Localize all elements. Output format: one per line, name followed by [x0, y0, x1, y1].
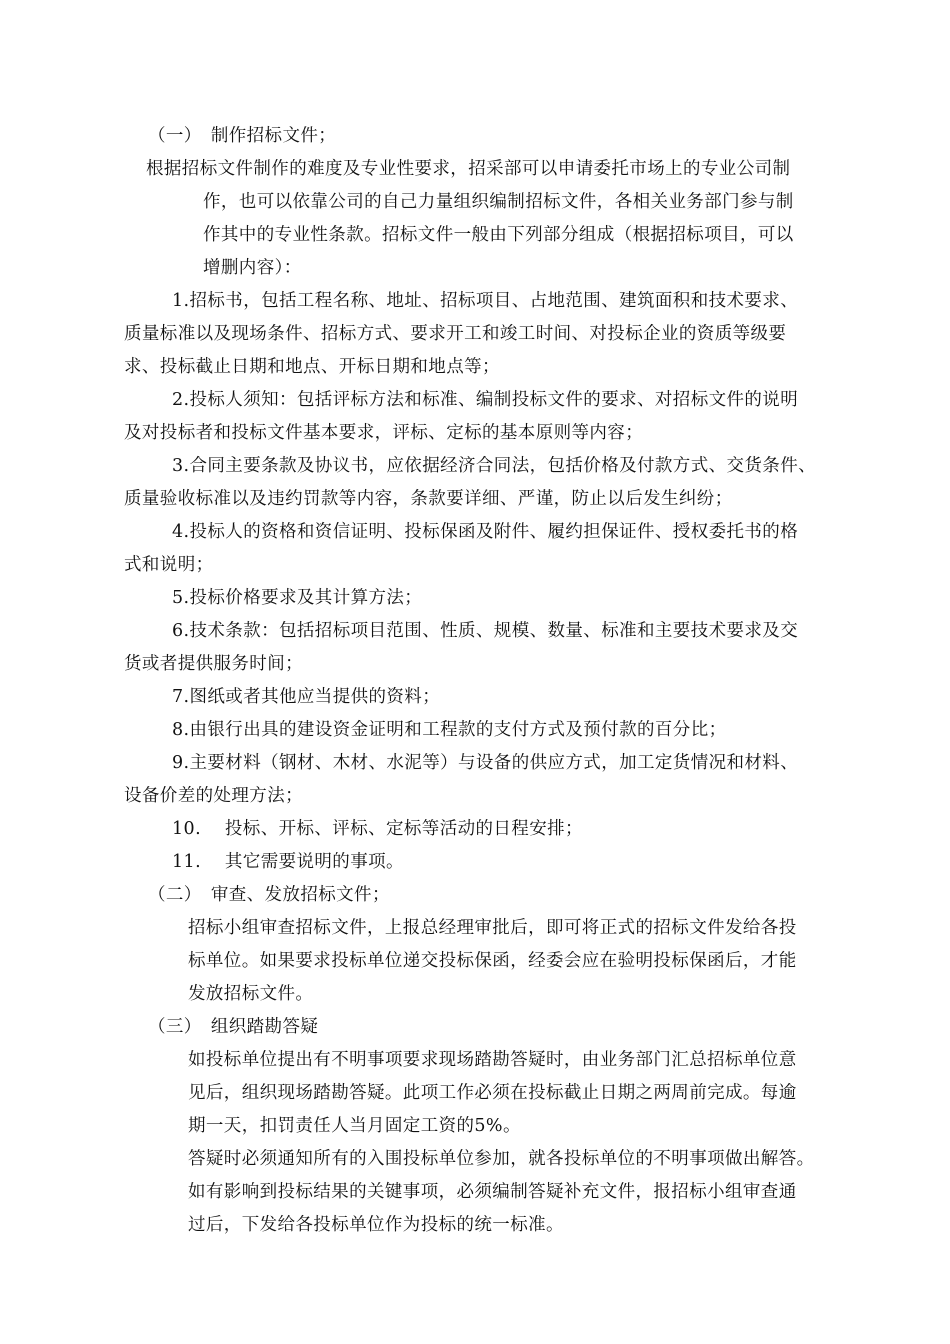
- list-item-1-line: 质量标准以及现场条件、招标方式、要求开工和竣工时间、对投标企业的资质等级要: [124, 324, 787, 344]
- section-1-heading: （一） 制作招标文件；: [148, 126, 337, 146]
- section-3-body-line: 见后，组织现场踏勘答疑。此项工作必须在投标截止日期之两周前完成。每逾: [188, 1083, 797, 1103]
- list-item-2-line: 及对投标者和投标文件基本要求，评标、定标的基本原则等内容；: [124, 423, 644, 443]
- list-item-9-line: 设备价差的处理方法；: [124, 786, 303, 806]
- section-1-intro-line: 根据招标文件制作的难度及专业性要求，招采部可以申请委托市场上的专业公司制: [146, 159, 791, 179]
- list-item-1-line: 求、投标截止日期和地点、开标日期和地点等；: [124, 357, 500, 377]
- section-2-body-line: 招标小组审查招标文件，上报总经理审批后，即可将正式的招标文件发给各投: [188, 918, 797, 938]
- section-2-heading: （二） 审查、发放招标文件；: [148, 885, 390, 905]
- list-item-2-line: 2.投标人须知：包括评标方法和标准、编制投标文件的要求、对招标文件的说明: [172, 390, 799, 410]
- section-2-body-line: 标单位。如果要求投标单位递交投标保函，经委会应在验明投标保函后，才能: [188, 951, 797, 971]
- list-item-1-line: 1.招标书，包括工程名称、地址、招标项目、占地范围、建筑面积和技术要求、: [172, 291, 799, 311]
- list-item-7-line: 7.图纸或者其他应当提供的资料；: [172, 687, 441, 707]
- section-3-body-line: 如投标单位提出有不明事项要求现场踏勘答疑时，由业务部门汇总招标单位意: [188, 1050, 797, 1070]
- list-item-4-line: 式和说明；: [124, 555, 214, 575]
- list-item-6-line: 货或者提供服务时间；: [124, 654, 303, 674]
- section-3-body-line: 如有影响到投标结果的关键事项，必须编制答疑补充文件，报招标小组审查通: [188, 1182, 797, 1202]
- list-item-9-line: 9.主要材料（钢材、木材、水泥等）与设备的供应方式，加工定货情况和材料、: [172, 753, 799, 773]
- list-item-4-line: 4.投标人的资格和资信证明、投标保函及附件、履约担保证件、授权委托书的格: [172, 522, 799, 542]
- list-item-5-line: 5.投标价格要求及其计算方法；: [172, 588, 423, 608]
- list-item-11-line: 11. 其它需要说明的事项。: [172, 852, 404, 872]
- list-item-6-line: 6.技术条款：包括招标项目范围、性质、规模、数量、标准和主要技术要求及交: [172, 621, 799, 641]
- list-item-10-line: 10. 投标、开标、评标、定标等活动的日程安排；: [172, 819, 583, 839]
- list-item-3-line: 质量验收标准以及违约罚款等内容，条款要详细、严谨，防止以后发生纠纷；: [124, 489, 733, 509]
- section-3-body-line: 期一天，扣罚责任人当月固定工资的5%。: [188, 1116, 521, 1136]
- section-1-intro-line: 作其中的专业性条款。招标文件一般由下列部分组成（根据招标项目，可以: [203, 225, 794, 245]
- section-2-body-line: 发放招标文件。: [188, 984, 314, 1004]
- list-item-3-line: 3.合同主要条款及协议书，应依据经济合同法，包括价格及付款方式、交货条件、: [172, 456, 816, 476]
- section-3-heading: （三） 组织踏勘答疑: [148, 1017, 319, 1037]
- section-3-body-line: 答疑时必须通知所有的入围投标单位参加，就各投标单位的不明事项做出解答。: [188, 1149, 815, 1169]
- section-1-intro-line: 增删内容）：: [203, 258, 302, 278]
- section-1-intro-line: 作，也可以依靠公司的自己力量组织编制招标文件，各相关业务部门参与制: [203, 192, 794, 212]
- list-item-8-line: 8.由银行出具的建设资金证明和工程款的支付方式及预付款的百分比；: [172, 720, 727, 740]
- section-3-body-line: 过后，下发给各投标单位作为投标的统一标准。: [188, 1215, 564, 1235]
